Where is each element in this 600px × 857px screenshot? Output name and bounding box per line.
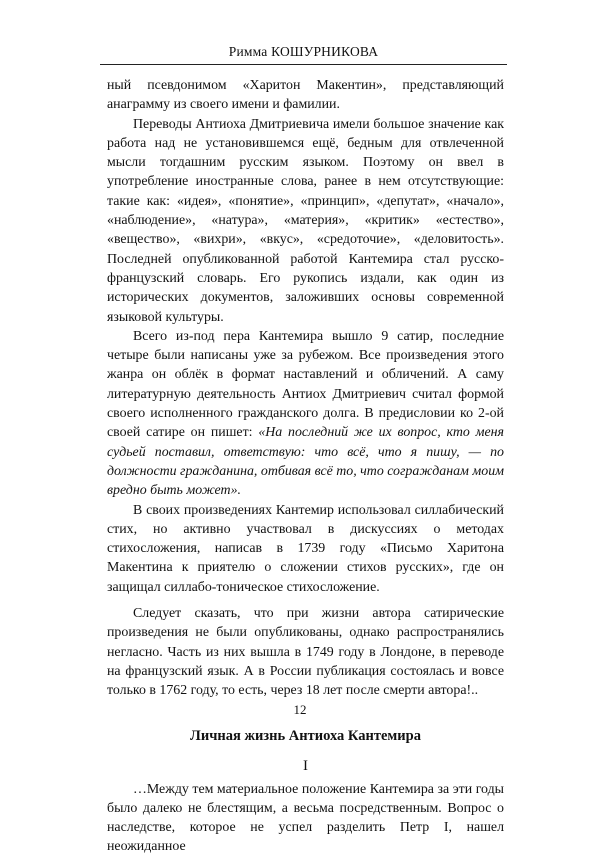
satire-quote: «На последний же их вопрос, кто меня судьей поставил, ответствую: что всё, что я пишу, — по должности гражданина, отбивая всё то, что согражданам моим вредно быть может». [107,425,505,499]
section-title: Личная жизнь Антиоха Кантемира [190,727,421,744]
header-divider [100,64,507,65]
paragraph-continuation: ный псевдонимом «Харитон Макентин», представляющий анаграмму из своего имени и фамилии. [107,78,504,113]
paragraph-personal-life: …Между тем материальное положение Кантемира за эти годы было далеко не блестящим, а весьма посредственным. Вопрос о наследстве, которое не успел разделить Петр I, нашел неожиданное [107,781,504,855]
paragraph-satires-text: Всего из-под пера Кантемира вышло 9 сатир, последние четыре были написаны уже за рубежом. Все произведения этого жанра он облёк в формат наставлений и обличений. А саму литературную деятельность Антиох Дмитриевич считал формой своего исполненного гражданского долга. В предисловии ко 2-ой своей сатире он пишет: [107,328,504,441]
paragraph-translations: Переводы Антиоха Дмитриевича имели большое значение как работа над не установившемся ещё, бедным для отвлеченной мысли тогдашним русским языком. Поэтому он ввел в употребление иностранные слова, ранее в нем отсутствующие: такие как: «идея», «понятие», «принцип», «депутат», «начало», «наблюдение», «натура», «материя», «критик» «естество», «вещество», «вихри», «вкус», «средоточие», «деловитость». Последней опубликованной работой Кантемира стал русско-французский словарь. Его рукопись издали, как один из исторических документов, заложивших основы современной языковой культуры. [107,116,504,325]
chapter-number: I [303,757,308,774]
page-body [107,76,504,857]
paragraph-syllabic-verse: В своих произведениях Кантемир использовал силлабический стих, но активно участвовал в дискуссиях о методах стихосложения, написав в 1739 году «Письмо Харитона Макентина к приятелю о сложении стихов русских», где он защищал силлабо-тоническое стихосложение. [107,502,504,595]
paragraph-satires [107,327,504,501]
paragraph-publication: Следует сказать, что при жизни автора сатирические произведения не были опубликованы, однако распространялись негласно. Часть из них вышла в 1749 году в Лондоне, в переводе на французский язык. А в России публикация состоялась и вовсе только в 1762 году, то есть, через 18 лет после смерти автора!.. [107,606,504,699]
page-number: 12 [293,702,307,717]
running-header: Римма КОШУРНИКОВА [228,44,379,59]
